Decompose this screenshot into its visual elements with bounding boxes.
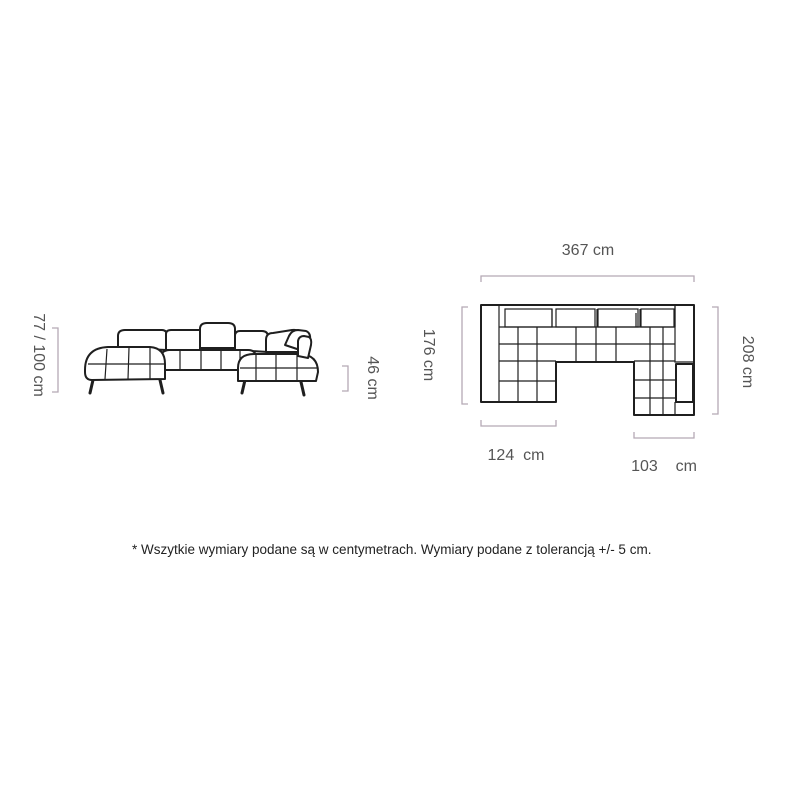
- height-guide: [52, 328, 58, 392]
- right-depth-label: 208 cm: [739, 335, 756, 389]
- headrest: [200, 323, 235, 348]
- leg-front-right: [301, 382, 304, 395]
- right-armrest-block: [676, 364, 693, 402]
- front-view: [30, 313, 381, 400]
- left-depth-label: 176 cm: [420, 328, 437, 382]
- back-cushion-mid: [166, 330, 200, 350]
- right-width-guide: [634, 432, 694, 438]
- dimension-footnote: * Wszytkie wymiary podane są w centymetrach. Wymiary podane z tolerancją +/- 5 cm.: [132, 542, 652, 557]
- left-width-label: 124 cm: [487, 447, 545, 464]
- height-label: 77 / 100 cm: [30, 313, 47, 397]
- seat-height-guide: [342, 366, 348, 391]
- top-view: [420, 242, 756, 475]
- leg-front-left: [90, 380, 93, 393]
- right-armrest: [298, 336, 311, 358]
- total-width-label: 367 cm: [561, 242, 615, 259]
- total-width-guide: [481, 276, 694, 282]
- left-depth-guide: [462, 307, 468, 404]
- left-width-guide: [481, 420, 556, 426]
- right-width-label: 103 cm: [631, 458, 697, 475]
- seat-height-label: 46 cm: [364, 356, 381, 400]
- leg-front-mid-left: [160, 380, 163, 393]
- back-cushion-right: [235, 331, 268, 352]
- right-depth-guide: [712, 307, 718, 414]
